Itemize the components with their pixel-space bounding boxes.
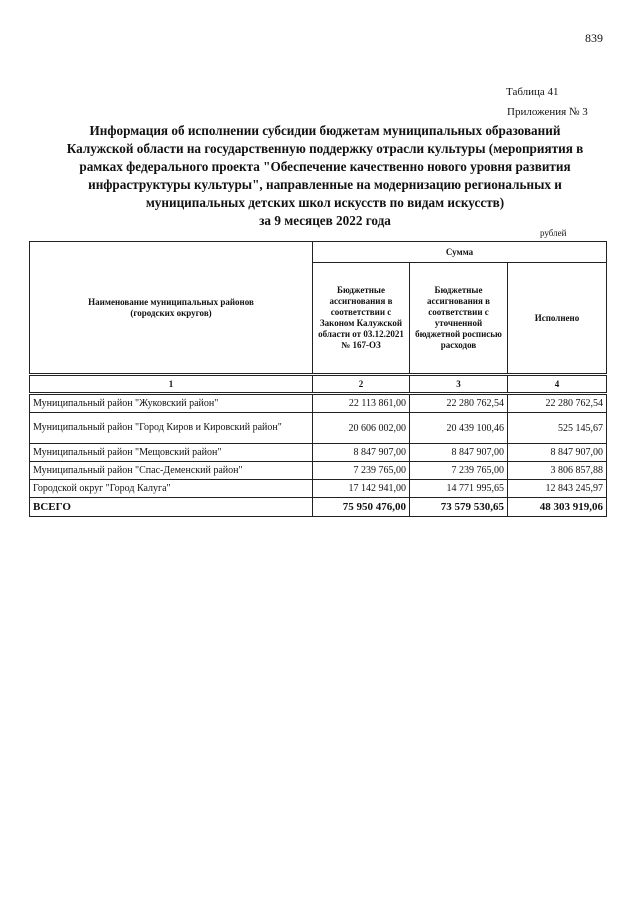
executed-amount: 525 145,67 [508,413,607,444]
refined-amount: 14 771 995,65 [410,480,508,498]
table-label: Таблица 41 [506,86,559,98]
total-law-amount: 75 950 476,00 [313,498,410,517]
law-amount: 17 142 941,00 [313,480,410,498]
executed-amount: 8 847 907,00 [508,444,607,462]
units-label: рублей [540,228,567,238]
col-number: 3 [410,375,508,394]
title-line: за 9 месяцев 2022 года [259,213,391,228]
document-title [58,122,592,230]
col-number: 4 [508,375,607,394]
table-row [30,480,607,498]
col-law-header: Бюджетные ассигнования в соответствии с Законом Калужской области от 03.12.2021 № 167-ОЗ [313,263,410,375]
executed-amount: 12 843 245,97 [508,480,607,498]
subsidy-table [29,241,607,517]
col-executed-header: Исполнено [508,263,607,375]
table-row [30,394,607,413]
col-number: 1 [30,375,313,394]
law-amount: 8 847 907,00 [313,444,410,462]
total-label: ВСЕГО [30,498,313,517]
col-refined-header: Бюджетные ассигнования в соответствии с уточненной бюджетной росписью расходов [410,263,508,375]
law-amount: 20 606 002,00 [313,413,410,444]
table-row [30,444,607,462]
title-line: муниципальных детских школ искусств по видам искусств) [145,195,505,210]
appendix-label: Приложения № 3 [507,106,588,118]
table-row [30,413,607,444]
sum-header: Сумма [313,242,607,263]
total-executed-amount: 48 303 919,06 [508,498,607,517]
district-name: Муниципальный район "Город Киров и Кировский район" [30,413,313,444]
executed-amount: 3 806 857,88 [508,462,607,480]
total-row [30,498,607,517]
refined-amount: 7 239 765,00 [410,462,508,480]
district-name: Городской округ "Город Калуга" [30,480,313,498]
executed-amount: 22 280 762,54 [508,394,607,413]
district-name: Муниципальный район "Жуковский район" [30,394,313,413]
law-amount: 7 239 765,00 [313,462,410,480]
refined-amount: 20 439 100,46 [410,413,508,444]
district-name: Муниципальный район "Спас-Деменский район" [30,462,313,480]
refined-amount: 22 280 762,54 [410,394,508,413]
title-line: Информация об исполнении субсидии бюджетам муниципальных образований [89,123,561,138]
title-line: инфраструктуры культуры", направленные на модернизацию региональных и [88,177,562,192]
title-line: Калужской области на государственную поддержку отрасли культуры (мероприятия в [66,141,584,156]
title-line: рамках федерального проекта "Обеспечение качественно нового уровня развития [79,159,571,174]
table-row [30,462,607,480]
refined-amount: 8 847 907,00 [410,444,508,462]
col-name-header: Наименование муниципальных районов (городских округов) [30,242,313,375]
district-name: Муниципальный район "Мещовский район" [30,444,313,462]
law-amount: 22 113 861,00 [313,394,410,413]
total-refined-amount: 73 579 530,65 [410,498,508,517]
col-number: 2 [313,375,410,394]
page-number: 839 [585,31,603,45]
